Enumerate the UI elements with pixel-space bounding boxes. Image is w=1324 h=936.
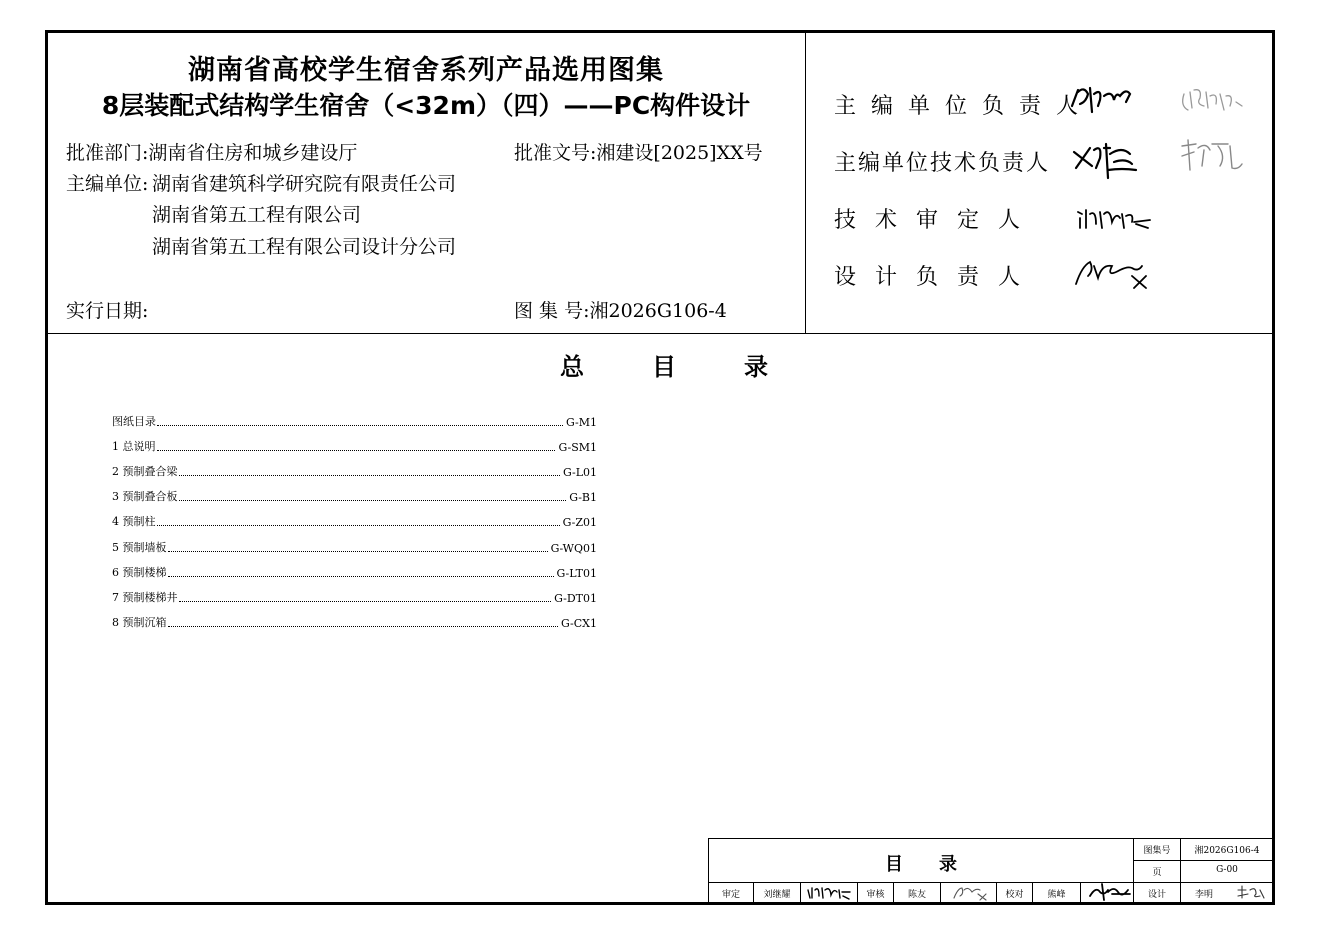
approval-doc bbox=[514, 138, 763, 165]
atlas-title: 湖南省高校学生宿舍系列产品选用图集 bbox=[188, 55, 664, 86]
tb-cell-divider bbox=[940, 882, 941, 904]
toc-entry-code: G-Z01 bbox=[562, 516, 597, 529]
toc-entry-code: G-CX1 bbox=[561, 617, 597, 630]
toc-leader bbox=[168, 575, 554, 577]
signature-chief-tech-head bbox=[1070, 138, 1140, 182]
toc-leader bbox=[157, 424, 563, 426]
toc-entry-label: 1 总说明 bbox=[112, 440, 156, 453]
tb-line-top bbox=[708, 838, 1273, 839]
tb-cell-divider bbox=[1080, 882, 1081, 904]
toc-leader bbox=[157, 449, 556, 451]
tb-approver: 刘继耀 bbox=[763, 890, 791, 900]
toc-entry-code: G-WQ01 bbox=[550, 542, 597, 555]
toc-entry[interactable] bbox=[112, 413, 597, 429]
toc-entry-code: G-B1 bbox=[569, 491, 597, 504]
toc-entry-label: 图纸目录 bbox=[112, 415, 156, 428]
toc-entry[interactable] bbox=[112, 438, 597, 454]
toc-leader bbox=[168, 625, 559, 627]
approval-doc-label: 批准文号: bbox=[514, 142, 597, 164]
role-design-head: 设计负责人 bbox=[834, 265, 1040, 290]
toc-leader bbox=[179, 600, 552, 602]
tb-checker-signature bbox=[1088, 882, 1132, 902]
toc-title-char-3: 录 bbox=[744, 353, 768, 381]
toc-entry-label: 8 预制沉箱 bbox=[112, 616, 167, 629]
effective-date-label: 实行日期: bbox=[66, 300, 149, 322]
signature-tech-reviewer bbox=[1074, 204, 1154, 234]
sheet-title: 目 录 bbox=[885, 854, 957, 875]
signature-chief-tech-head-2 bbox=[1176, 136, 1246, 176]
toc-entry-label: 2 预制叠合梁 bbox=[112, 465, 178, 478]
tb-check-label: 校对 bbox=[1005, 890, 1024, 900]
atlas-number-label: 图 集 号: bbox=[514, 300, 590, 322]
chief-unit-3: 湖南省第五工程有限公司设计分公司 bbox=[152, 236, 457, 258]
approval-dept bbox=[66, 138, 357, 165]
effective-date bbox=[66, 296, 148, 323]
toc-leader bbox=[179, 499, 567, 501]
approval-dept-label: 批准部门: bbox=[66, 142, 149, 164]
tb-atlas-no-label: 图集号 bbox=[1143, 846, 1171, 856]
toc-entry-label: 3 预制叠合板 bbox=[112, 490, 178, 503]
approval-doc-value: 湘建设[2025]XX号 bbox=[596, 142, 763, 164]
toc-entry-label: 5 预制墙板 bbox=[112, 541, 167, 554]
signature-chief-unit-head-2 bbox=[1178, 84, 1248, 118]
signature-chief-unit-head bbox=[1068, 82, 1138, 118]
tb-designer-signature bbox=[1234, 884, 1268, 902]
tb-checker: 熊峰 bbox=[1047, 890, 1066, 900]
toc-entry-label: 6 预制楼梯 bbox=[112, 566, 167, 579]
tb-page: G-00 bbox=[1216, 865, 1238, 875]
toc-entry-label: 7 预制楼梯井 bbox=[112, 591, 178, 604]
toc-entry-label: 4 预制柱 bbox=[112, 515, 156, 528]
toc-entry-code: G-DT01 bbox=[554, 592, 597, 605]
tb-page-label: 页 bbox=[1152, 868, 1162, 878]
toc-entry[interactable] bbox=[112, 539, 597, 555]
tb-line-right-row bbox=[1133, 860, 1273, 861]
role-tech-reviewer: 技术审定人 bbox=[834, 208, 1040, 233]
toc-entry-code: G-M1 bbox=[566, 416, 597, 429]
atlas-subtitle: 8层装配式结构学生宿舍（<32m）（四）——PC构件设计 bbox=[101, 91, 751, 120]
chief-unit-1: 湖南省建筑科学研究院有限责任公司 bbox=[152, 173, 457, 195]
toc-entry-code: G-LT01 bbox=[556, 567, 597, 580]
toc-entry-code: G-L01 bbox=[562, 466, 597, 479]
tb-approver-signature bbox=[806, 884, 852, 902]
toc-entry-code: G-SM1 bbox=[558, 441, 597, 454]
toc-entry[interactable] bbox=[112, 463, 597, 479]
tb-review-label: 审核 bbox=[866, 890, 885, 900]
toc-entry[interactable] bbox=[112, 513, 597, 529]
toc-title-char-2: 目 bbox=[652, 353, 676, 381]
tb-design-label: 设计 bbox=[1147, 890, 1166, 900]
toc-entry[interactable] bbox=[112, 589, 597, 605]
toc-leader bbox=[179, 474, 560, 476]
signature-design-head bbox=[1072, 256, 1158, 290]
tb-reviewer: 陈友 bbox=[907, 890, 926, 900]
tb-cell-divider bbox=[800, 882, 801, 904]
tb-line-mid bbox=[708, 882, 1273, 883]
atlas-number bbox=[514, 296, 727, 323]
tb-reviewer-signature bbox=[950, 884, 990, 902]
tb-atlas-no: 湘2026G106-4 bbox=[1194, 846, 1260, 856]
approval-dept-value: 湖南省住房和城乡建设厅 bbox=[148, 142, 358, 164]
toc-entry[interactable] bbox=[112, 614, 597, 630]
tb-approve-label: 审定 bbox=[721, 890, 740, 900]
toc-entry[interactable] bbox=[112, 488, 597, 504]
header-bottom-line bbox=[47, 333, 1273, 334]
atlas-number-value: 湘2026G106-4 bbox=[589, 300, 727, 322]
toc-leader bbox=[157, 524, 560, 526]
toc-entry[interactable] bbox=[112, 564, 597, 580]
role-chief-unit-head: 主编单位负责人 bbox=[834, 94, 1094, 119]
toc-title-char-1: 总 bbox=[560, 353, 584, 381]
chief-unit-label: 主编单位: bbox=[66, 173, 149, 195]
chief-unit-2: 湖南省第五工程有限公司 bbox=[152, 204, 362, 226]
toc-title bbox=[560, 347, 836, 382]
tb-designer: 李明 bbox=[1194, 890, 1213, 900]
role-chief-tech-head: 主编单位技术负责人 bbox=[834, 151, 1051, 176]
toc-leader bbox=[168, 550, 548, 552]
